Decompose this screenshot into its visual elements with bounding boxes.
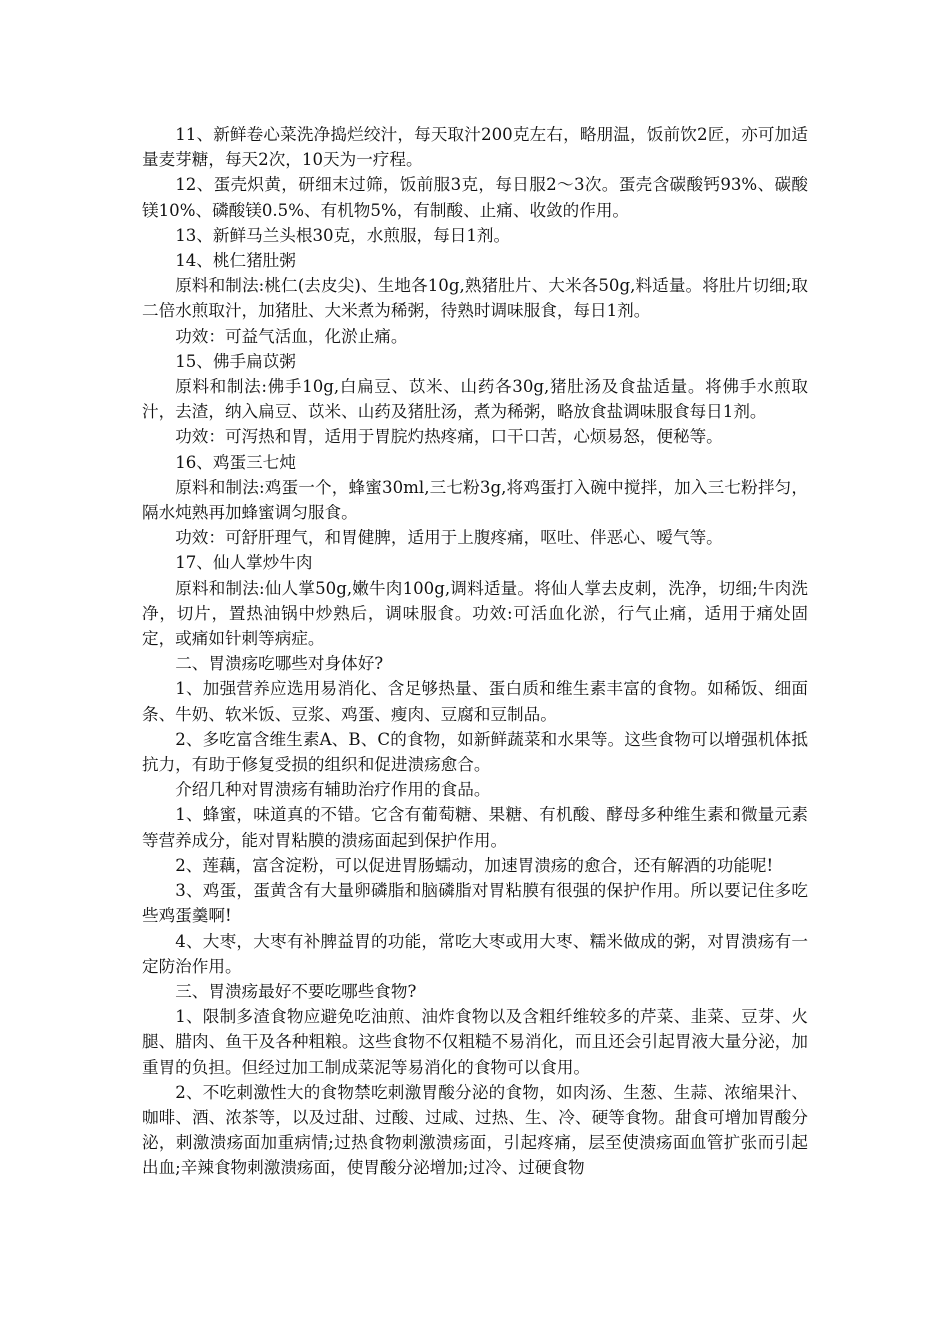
paragraph-food-lotus-root: 2、莲藕，富含淀粉，可以促进胃肠蠕动，加速胃溃疡的愈合，还有解酒的功能呢!	[175, 855, 774, 875]
paragraph-remedy-15-effect: 功效：可泻热和胃，适用于胃脘灼热疼痛，口干口苦，心烦易怒，便秘等。	[175, 427, 723, 447]
paragraph-remedy-15-recipe: 原料和制法:佛手10g,白扁豆、苡米、山药各30g,猪肚汤及食盐适量。将佛手水煎取汁，去渣，纳入扁豆、苡米、山药及猪肚汤，煮为稀粥，略放食盐调味服食每日1剂。	[142, 377, 808, 422]
paragraph-remedy-17-recipe: 原料和制法:仙人掌50g,嫩牛肉100g,调料适量。将仙人掌去皮刺，洗净，切细;牛肉洗净，切片，置热油锅中炒熟后，调味服食。功效:可活血化淤，行气止痛，适用于痛处固定，或痛如针刺等病症。	[142, 578, 808, 649]
paragraph-section-3-item-1: 1、限制多渣食物应避免吃油煎、油炸食物以及含粗纤维较多的芹菜、韭菜、豆芽、火腿、腊肉、鱼干及各种粗粮。这些食物不仅粗糙不易消化，而且还会引起胃液大量分泌，加重胃的负担。但经过加工制成菜泥等易消化的食物可以食用。	[142, 1007, 808, 1077]
heading-remedy-14: 14、桃仁猪肚粥	[175, 251, 296, 271]
paragraph-remedy-12: 12、蛋壳炽黄，研细末过筛，饭前服3克，每日服2～3次。蛋壳含碳酸钙93%、碳酸镁10%、磷酸镁0.5%、有机物5%，有制酸、止痛、收敛的作用。	[142, 175, 808, 220]
paragraph-food-honey: 1、蜂蜜，味道真的不错。它含有葡萄糖、果糖、有机酸、酵母多种维生素和微量元素等营养成分，能对胃粘膜的溃疡面起到保护作用。	[142, 805, 808, 850]
section-heading-3: 三、胃溃疡最好不要吃哪些食物?	[175, 981, 417, 1001]
section-heading-2: 二、胃溃疡吃哪些对身体好?	[175, 654, 384, 674]
paragraph-section-3-item-2: 2、不吃刺激性大的食物禁吃刺激胃酸分泌的食物，如肉汤、生葱、生蒜、浓缩果汁、咖啡、酒、浓茶等，以及过甜、过酸、过咸、过热、生、冷、硬等食物。甜食可增加胃酸分泌，刺激溃疡面加重病情;过热食物刺激溃疡面，引起疼痛，层至使溃疡面血管扩张而引起出血;辛辣食物刺激溃疡面，使胃酸分泌增加;过冷、过硬食物	[142, 1082, 808, 1178]
paragraph-remedy-16-recipe: 原料和制法:鸡蛋一个，蜂蜜30ml,三七粉3g,将鸡蛋打入碗中搅拌，加入三七粉拌匀，隔水炖熟再加蜂蜜调匀服食。	[142, 477, 808, 523]
paragraph-remedy-14-recipe: 原料和制法:桃仁(去皮尖)、生地各10g,熟猪肚片、大米各50g,料适量。将肚片切细;取二倍水煎取汁，加猪肚、大米煮为稀粥，待熟时调味服食，每日1剂。	[142, 276, 808, 321]
paragraph-remedy-13: 13、新鲜马兰头根30克，水煎服，每日1剂。	[175, 225, 511, 245]
paragraph-section-2-item-2: 2、多吃富含维生素A、B、C的食物，如新鲜蔬菜和水果等。这些食物可以增强机体抵抗力，有助于修复受损的组织和促进溃疡愈合。	[142, 729, 808, 775]
paragraph-food-jujube: 4、大枣，大枣有补脾益胃的功能，常吃大枣或用大枣、糯米做成的粥，对胃溃疡有一定防治作用。	[142, 931, 808, 976]
paragraph-food-intro: 介绍几种对胃溃疡有辅助治疗作用的食品。	[175, 780, 491, 800]
document-body	[142, 122, 808, 1181]
heading-remedy-17: 17、仙人掌炒牛肉	[175, 553, 313, 573]
paragraph-remedy-14-effect: 功效：可益气活血，化淤止痛。	[175, 326, 408, 346]
paragraph-remedy-16-effect: 功效：可舒肝理气，和胃健脾，适用于上腹疼痛，呕吐、伴恶心、嗳气等。	[175, 528, 723, 548]
heading-remedy-15: 15、佛手扁苡粥	[175, 351, 296, 371]
paragraph-food-egg: 3、鸡蛋，蛋黄含有大量卵磷脂和脑磷脂对胃粘膜有很强的保护作用。所以要记住多吃些鸡蛋羹啊!	[142, 881, 808, 926]
paragraph-remedy-11: 11、新鲜卷心菜洗净捣烂绞汁，每天取汁200克左右，略朋温，饭前饮2匠，亦可加适量麦芽糖，每天2次，10天为一疗程。	[142, 125, 808, 170]
heading-remedy-16: 16、鸡蛋三七炖	[175, 452, 296, 472]
paragraph-section-2-item-1: 1、加强营养应选用易消化、含足够热量、蛋白质和维生素丰富的食物。如稀饭、细面条、牛奶、软米饭、豆浆、鸡蛋、瘦肉、豆腐和豆制品。	[142, 679, 808, 724]
